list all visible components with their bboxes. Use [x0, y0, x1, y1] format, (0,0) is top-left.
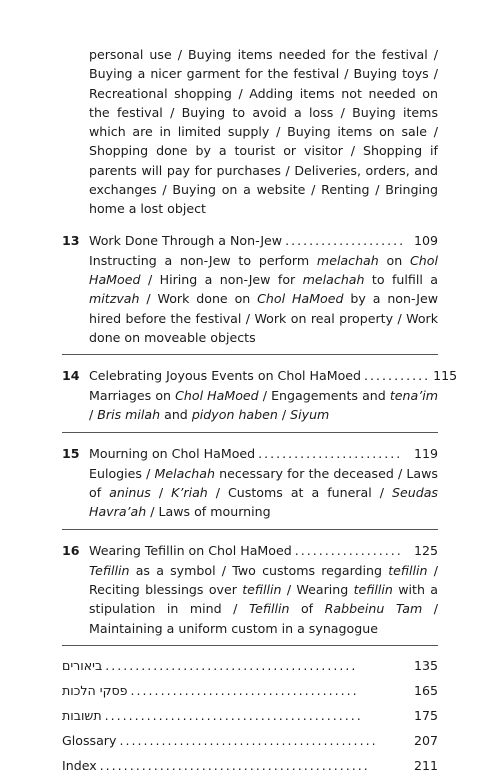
italic-term: Chol HaMoed — [89, 252, 438, 287]
intro-text: personal use / Buying items needed for the festival / Buying a nicer garment for the festival / Buying toys / Recreational shopping / Adding items not needed on the festival / Buying to avoid a loss / Buying items which are in limited supply / Buying items on sale / Shopping done by a tourist or visitor / Shopping if parents will pay for purchases / Deliveries, orders, and exchanges / Buying on a website / Renting / Bringing home a lost object — [89, 47, 438, 217]
page-number: 135 — [413, 657, 438, 673]
desc-text: of — [289, 601, 325, 617]
backmatter-entry[interactable] — [62, 681, 438, 701]
italic-term: tefillin — [353, 581, 393, 597]
italic-term: K’riah — [171, 485, 208, 501]
dot-leader: .................. — [294, 542, 403, 558]
backmatter-list — [62, 656, 438, 776]
chapter-list — [62, 231, 458, 646]
separator-line — [62, 354, 438, 355]
desc-text: / — [150, 485, 172, 501]
desc-text: / Hiring a non-Jew for — [140, 271, 303, 287]
chapter-entry — [62, 444, 438, 530]
italic-term: Rabbeinu Tam — [324, 601, 423, 617]
italic-term: Tefillin — [248, 601, 290, 617]
chapter-number: 15 — [62, 445, 80, 461]
italic-term: melachah — [302, 271, 365, 287]
desc-text: / Maintaining a uniform custom in a synagogue — [89, 601, 438, 636]
backmatter-entry[interactable] — [62, 731, 438, 751]
italic-term: Chol HaMoed — [175, 388, 259, 404]
chapter-description — [62, 251, 438, 347]
separator-line — [62, 432, 438, 433]
italic-term: Bris milah — [97, 407, 161, 423]
backmatter-title: Index — [62, 757, 97, 773]
desc-text: / Work done on — [139, 291, 258, 307]
chapter-title: Work Done Through a Non-Jew — [89, 232, 283, 248]
chapter-description — [62, 561, 438, 638]
page-number: 109 — [413, 232, 438, 248]
italic-term: tena’im — [389, 388, 439, 404]
separator-line — [62, 529, 438, 530]
dot-leader: .................... — [285, 232, 406, 248]
italic-term: aninus — [109, 485, 151, 501]
chapter-title: Mourning on Chol HaMoed — [89, 445, 256, 461]
dot-leader: .......................................... — [105, 657, 358, 673]
desc-text: and — [160, 407, 192, 423]
desc-text: on — [378, 252, 411, 268]
italic-term: Siyum — [290, 407, 330, 423]
dot-leader: ...................................... — [130, 682, 359, 698]
desc-text: / Wearing — [281, 581, 354, 597]
backmatter-entry[interactable] — [62, 756, 438, 776]
chapter-heading-row[interactable] — [62, 541, 438, 561]
backmatter-entry[interactable] — [62, 656, 438, 676]
italic-term: tefillin — [388, 562, 428, 578]
chapter-number: 16 — [62, 542, 80, 558]
backmatter-title: Glossary — [62, 732, 117, 748]
page-number: 165 — [413, 682, 438, 698]
italic-term: pidyon haben — [191, 407, 278, 423]
desc-text: / — [277, 407, 291, 423]
page-number: 115 — [433, 368, 458, 384]
desc-text: / Customs at a funeral / — [207, 485, 392, 501]
italic-term: melachah — [316, 252, 379, 268]
chapter-description — [62, 464, 438, 522]
italic-term: Tefillin — [89, 562, 130, 578]
desc-text: Marriages on — [89, 388, 176, 404]
desc-text: Instructing a non-Jew to perform — [89, 252, 317, 268]
chapter-number: 13 — [62, 232, 80, 248]
page-number: 119 — [413, 445, 438, 461]
chapter-description — [62, 386, 438, 425]
toc-page — [62, 45, 458, 781]
desc-text: / Laws of mourning — [146, 504, 271, 520]
backmatter-entry[interactable] — [62, 706, 438, 726]
desc-text: / Reciting blessings over — [89, 562, 438, 597]
italic-term: Chol HaMoed — [257, 291, 344, 307]
chapter-heading-row[interactable] — [62, 444, 438, 464]
chapter-entry — [62, 541, 438, 646]
chapter-title: Celebrating Joyous Events on Chol HaMoed — [89, 368, 362, 384]
page-number: 211 — [413, 757, 438, 773]
chapter-number: 14 — [62, 368, 80, 384]
chapter-entry — [62, 231, 438, 355]
page-number: 125 — [413, 542, 438, 558]
italic-term: Seudas Havra’ah — [89, 485, 438, 520]
page-number: 207 — [413, 732, 438, 748]
italic-term: mitzvah — [89, 291, 140, 307]
desc-text: with a stipulation in mind / — [89, 581, 438, 617]
backmatter-title: ביאורים — [62, 657, 103, 673]
dot-leader: ........................................... — [104, 707, 363, 723]
desc-text: by a non-Jew hired before the festival / Work on real property / Work done on moveable objects — [89, 291, 439, 345]
desc-text: / — [89, 407, 98, 423]
chapter-title: Wearing Tefillin on Chol HaMoed — [89, 542, 292, 558]
dot-leader: ........... — [364, 368, 431, 384]
italic-term: Melachah — [154, 465, 215, 481]
desc-text: as a symbol / Two customs regarding — [129, 562, 389, 578]
desc-text: necessary for the deceased / Laws of — [89, 465, 438, 501]
dot-leader: ............................................. — [99, 757, 370, 773]
backmatter-title: פסקי הלכות — [62, 682, 128, 698]
page-number: 175 — [413, 707, 438, 723]
chapter-entry — [62, 366, 458, 433]
chapter-heading-row[interactable] — [62, 231, 438, 251]
backmatter-title: תשובות — [62, 707, 102, 723]
desc-text: to fulfill a — [364, 271, 438, 287]
desc-text: Eulogies / — [89, 465, 155, 481]
dot-leader: ........................ — [258, 445, 403, 461]
italic-term: tefillin — [242, 581, 282, 597]
separator-line — [62, 645, 438, 646]
dot-leader: ........................................... — [119, 732, 378, 748]
chapter-heading-row[interactable] — [62, 366, 458, 386]
desc-text: / Engagements and — [258, 388, 390, 404]
intro-continuation — [62, 45, 438, 219]
